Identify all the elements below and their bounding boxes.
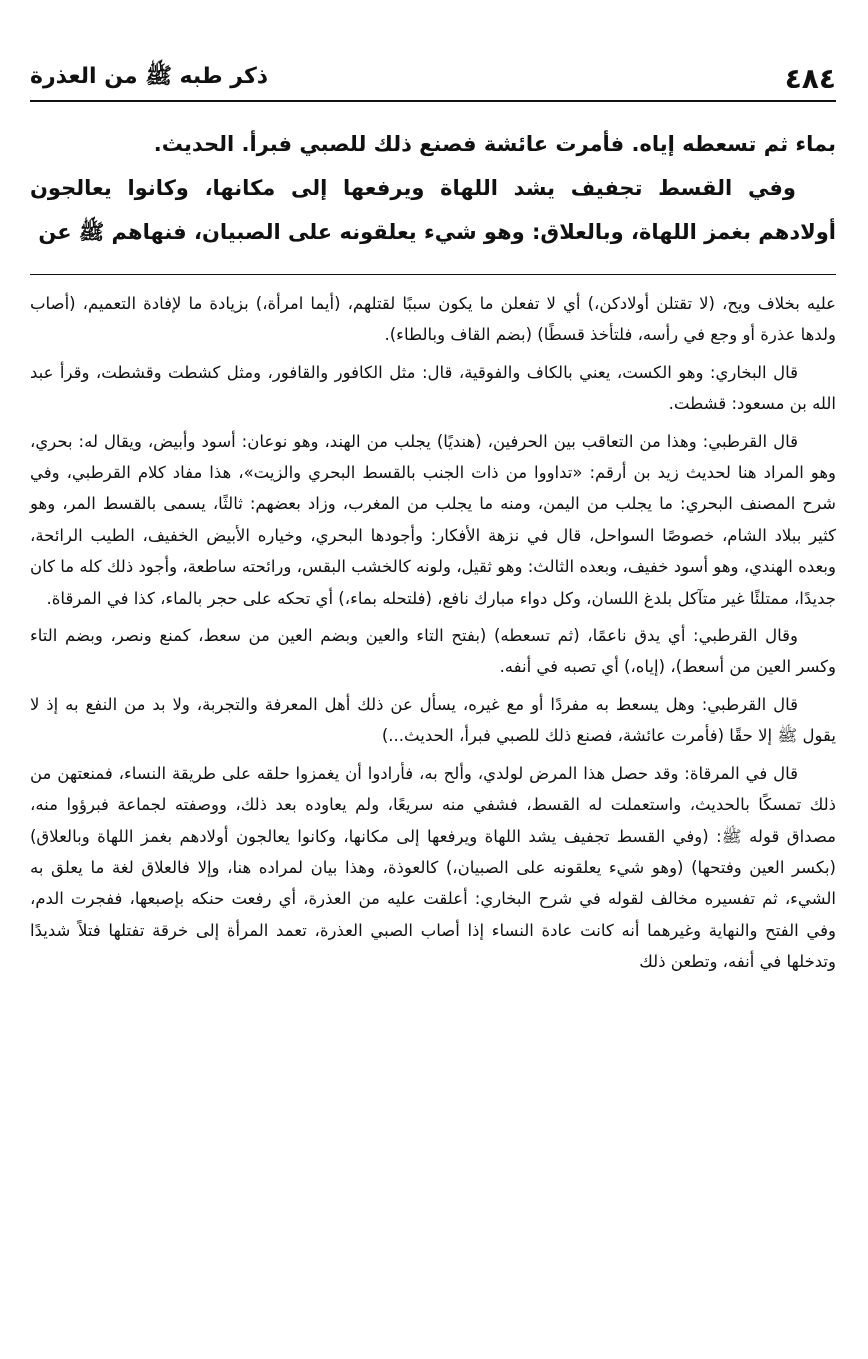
header-rule	[30, 100, 836, 102]
commentary-paragraph: قال القرطبي: وهذا من التعاقب بين الحرفين، (هنديًا) يجلب من الهند، وهو نوعان: أسود وأبيض، ويقال له: بحري، وهو المراد هنا لحديث زيد بن أرقم: «تداووا من ذات الجنب بالقسط البحري والزيت»، هذا مفاد كلام القرطبي، وفي شرح المصنف البحري: ما يجلب من اليمن، ومنه ما يجلب من المغرب، وزاد بعضهم: ثالثًا، يسمى بالقسط المر، وهو كثير ببلاد الشام، خصوصًا السواحل، قال في نزهة الأفكار: وأجودها البحري، وخياره الأبيض الخفيف، الطيب الرائحة، وبعده الهندي، وهو أسود خفيف، وبعده الثالث: وهو ثقيل، ولونه كالخشب البقس، ورائحته ساطعة، وأجود ذلك كله ما كان جديدًا، ممتلئًا غير متآكل بلدغ اللسان، وكل دواء مبارك نافع، (فلتحله بماء،) أي تحكه على حجر بالماء، كذا في المرقاة.	[30, 431, 836, 608]
running-title: ذكر طبه ﷺ من العذرة	[30, 64, 269, 89]
hadith-paragraph: وفي القسط تجفيف يشد اللهاة ويرفعها إلى مكانها، وكانوا يعالجون أولادهم بغمز اللهاة، وبالعلاق: وهو شيء يعلقونه على الصبيان، فنهاهم ﷺ عن	[30, 176, 836, 244]
commentary-paragraph: وقال القرطبي: أي يدق ناعمًا، (ثم تسعطه) (بفتح التاء والعين وبضم العين من سعط، كمنع ونصر، وبضم التاء وكسر العين من أسعط)، (إياه،) أي تصبه في أنفه.	[30, 626, 836, 677]
hadith-line: بماء ثم تسعطه إياه. فأمرت عائشة فصنع ذلك للصبي فبرأ. الحديث.	[153, 132, 836, 156]
commentary-paragraph: قال القرطبي: وهل يسعط به مفردًا أو مع غيره، يسأل عن ذلك أهل المعرفة والتجربة، ولا بد من النفع به إذ لا يقول ﷺ إلا حقًا (فأمرت عائشة، فصنع ذلك للصبي فبرأ، الحديث...)	[30, 694, 836, 746]
footnote-divider	[30, 274, 836, 275]
page-header	[30, 56, 836, 100]
commentary-paragraph: قال في المرقاة: وقد حصل هذا المرض لولدي، وألح به، فأرادوا أن يغمزوا حلقه على طريقة النساء، فمنعتهن من ذلك تمسكًا بالحديث، واستعملت له القسط، فشفي منه سريعًا، ولم يعاوده بعد ذلك، ووصفته لجماعة فبرؤوا منه، مصداق قوله ﷺ: (وفي القسط تجفيف يشد اللهاة ويرفعها إلى مكانها، وكانوا يعالجون أولادهم بغمز اللهاة وبالعلاق) (بكسر العين وفتحها) (وهو شيء يعلقونه على الصبيان،) كالعوذة، وهذا بيان لمراده هنا، وإلا فالعلاق لغة ما يعلق به الشيء، ثم تفسيره مخالف لقوله في شرح البخاري: أعلقت عليه من العذرة، أي رفعت حنكه بإصبعها، ففجرت الدم، وفي الفتح والنهاية وغيرهما أنه كانت عادة النساء إذا أصاب الصبي العذرة، تعمد المرأة إلى خرقة تفتلها فتلاً شديدًا وتدخلها في أنفه، وتطعن ذلك	[30, 763, 836, 972]
page-number: ٤٨٤	[784, 61, 836, 95]
commentary-paragraph: عليه بخلاف ويح، (لا تقتلن أولادكن،) أي لا تفعلن ما يكون سببًا لقتلهم، (أيما امرأة،) بزيادة ما لإفادة التعميم، (أصاب ولدها عذرة أو وجع في رأسه، فلتأخذ قسطًا) (بضم القاف وبالطاء).	[30, 294, 836, 345]
commentary-paragraph: قال البخاري: وهو الكست، يعني بالكاف والفوقية، قال: مثل الكافور والقافور، ومثل كشطت وقشطت، وقرأ عبد الله بن مسعود: قشطت.	[30, 362, 836, 414]
commentary-text	[30, 288, 836, 984]
hadith-text	[30, 122, 836, 254]
